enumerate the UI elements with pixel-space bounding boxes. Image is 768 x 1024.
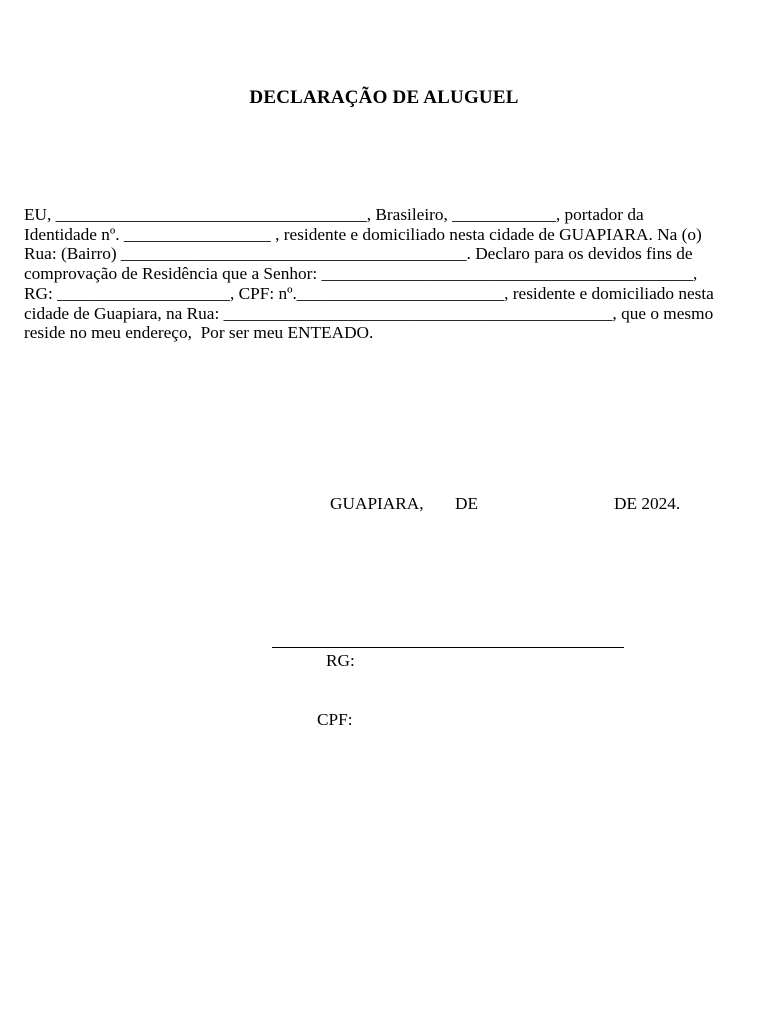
declaration-body (24, 205, 740, 343)
body-line-1: EU, ____________________________________, Brasileiro, ____________, portador da (24, 205, 644, 224)
body-line-4: comprovação de Residência que a Senhor: ___________________________________________, (24, 264, 698, 284)
date-year: DE 2024. (614, 494, 681, 513)
body-line-3: Rua: (Bairro) ________________________________________. Declaro para os devidos fins de (24, 244, 693, 264)
body-line-2: Identidade nº. _________________ , residente e domiciliado nesta cidade de GUAPIARA. Na (o) (24, 224, 702, 244)
body-line-7: reside no meu endereço, Por ser meu ENTEADO. (24, 323, 374, 343)
signature-rg-label: RG: (326, 651, 355, 670)
document-title: DECLARAÇÃO DE ALUGUEL (249, 87, 519, 108)
date-city: GUAPIARA, (330, 494, 424, 513)
body-line-5: RG: ____________________, CPF: nº.________________________, residente e domiciliado nesta (24, 283, 714, 303)
date-day-separator: DE (455, 494, 479, 513)
body-line-6: cidade de Guapiara, na Rua: _____________________________________________, que o mesmo (24, 303, 714, 323)
signature-line (272, 647, 624, 648)
signature-cpf-label: CPF: (317, 710, 353, 729)
